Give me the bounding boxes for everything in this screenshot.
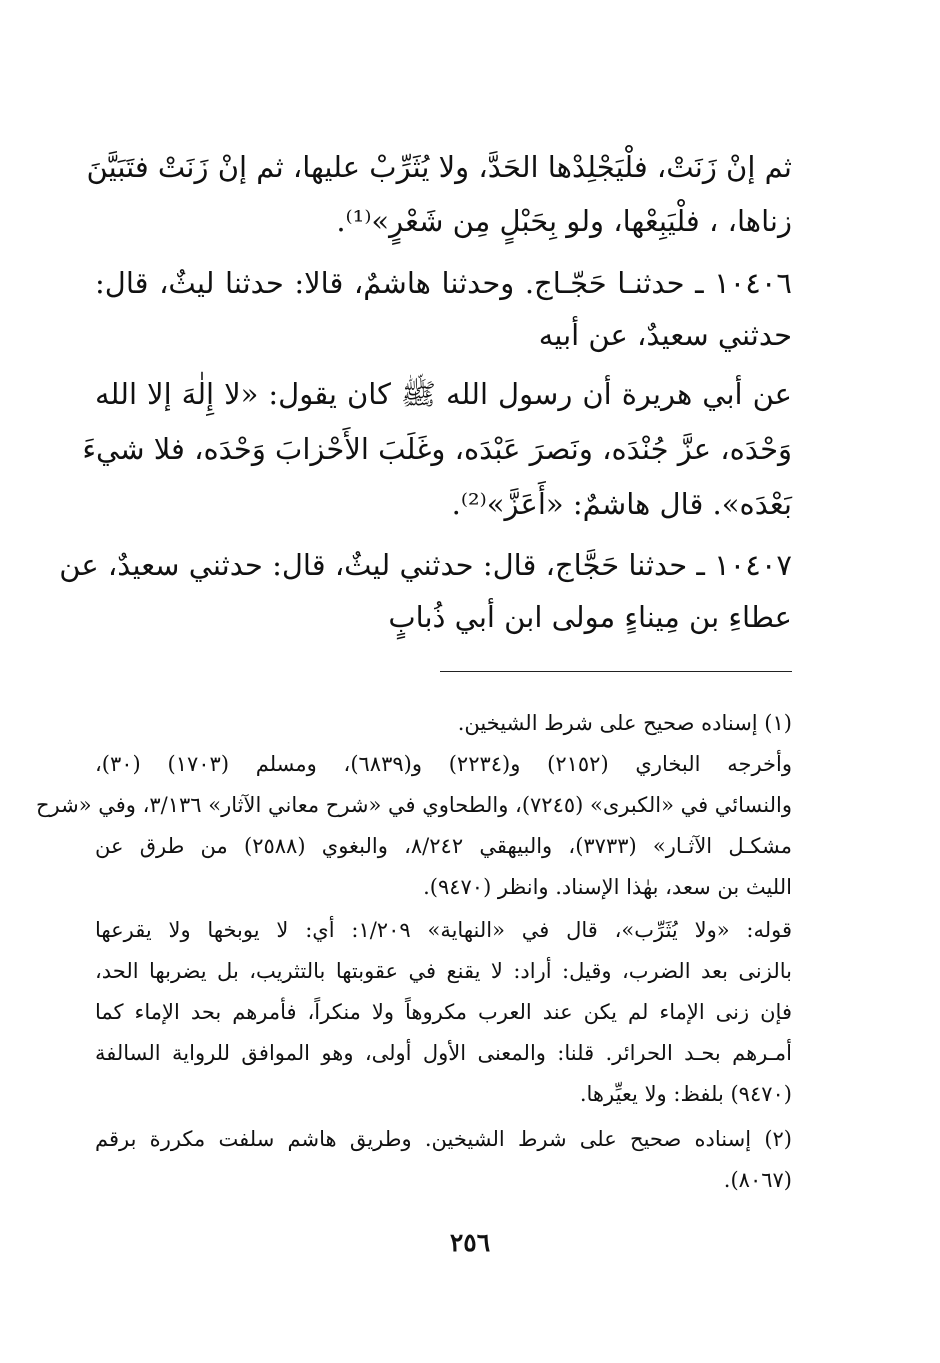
main-text-line: بَعْدَه». قال هاشمٌ: «أَعَزَّ»⁽²⁾. [451,487,792,521]
main-text-line: زناها، ، فلْيَبِعْها، ولو بِحَبْلٍ مِن شَعْرٍ»⁽¹⁾. [336,204,792,238]
footnote-comment-line: بالزنى بعد الضرب، وقيل: أراد: لا يقنع في عقوبتها بالتثريب، بل يضربها الحد، [95,959,792,983]
footnote-1-line: (١) إسناده صحيح على شرط الشيخين. [457,711,792,735]
footnote-1-line: وأخرجه البخاري (٢١٥٢) و(٢٢٣٤) و(٦٨٣٩)، ومسلم (١٧٠٣) (٣٠)، [95,752,793,776]
footnote-1-line: والنسائي في «الكبرى» (٧٢٤٥)، والطحاوي في «شرح معاني الآثار» ٣/١٣٦، وفي «شرح [35,793,792,817]
footnote-2-line: (٢) إسناده صحيح على شرط الشيخين. وطريق هاشم سلفت مكررة برقم [95,1127,792,1151]
main-text-line: وَحْدَه، عزَّ جُنْدَه، ونَصرَ عَبْدَه، وغَلَبَ الأَحْزابَ وَحْدَه، فلا شيءَ [82,432,792,466]
page-number: ٢٥٦ [449,1228,491,1257]
hadith-10407-line: عطاءِ بن مِيناءٍ مولى ابن أبي ذُبابٍ [388,600,792,634]
footnote-comment-line: أمـرهم بحـد الحرائر. قلنا: والمعنى الأول أولى، وهو الموافق للرواية السالفة [95,1041,792,1065]
footnote-2-line: (٨٠٦٧). [723,1168,792,1192]
footnote-comment-line: (٩٤٧٠) بلفظ: ولا يعيِّرها. [579,1082,792,1106]
footnote-1-line: مشكـل الآثـار» (٣٧٣٣)، والبيهقي ٨/٢٤٢، والبغوي (٢٥٨٨) من طرق عن [95,834,792,858]
footnote-comment-line: قوله: «ولا يُثَرِّب»، قال في «النهاية» ١/٢٠٩: أي: لا يوبخها ولا يقرعها [95,918,792,942]
main-text-line: ثم إنْ زَنَتْ، فلْيَجْلِدْها الحَدَّ، ولا يُثَرِّبْ عليها، ثم إنْ زَنَتْ فتَبَيَّنَ [86,150,792,184]
hadith-10406-line: حدثني سعيدٌ، عن أبيه [538,318,792,352]
hadith-10407-line: ١٠٤٠٧ ـ حدثنا حَجَّاج، قال: حدثني ليثٌ، قال: حدثني سعيدٌ، عن [59,548,792,582]
hadith-10406-line: ١٠٤٠٦ ـ حدثنـا حَجّـاج. وحدثنا هاشمٌ، قالا: حدثنا ليثٌ، قال: [95,266,792,300]
main-text-line: عن أبي هريرة أن رسول الله ﷺ كان يقول: «لا إِلٰهَ إلا الله [95,377,792,411]
footnote-comment-line: فإن زنى الإماء لم يكن عند العرب مكروهاً ولا منكراً، فأمرهم بحد الإماء كما [95,1000,792,1024]
footnote-1-line: الليث بن سعد، بهٰذا الإسناد. وانظر (٩٤٧٠). [423,875,792,899]
footnote-separator [440,671,792,672]
